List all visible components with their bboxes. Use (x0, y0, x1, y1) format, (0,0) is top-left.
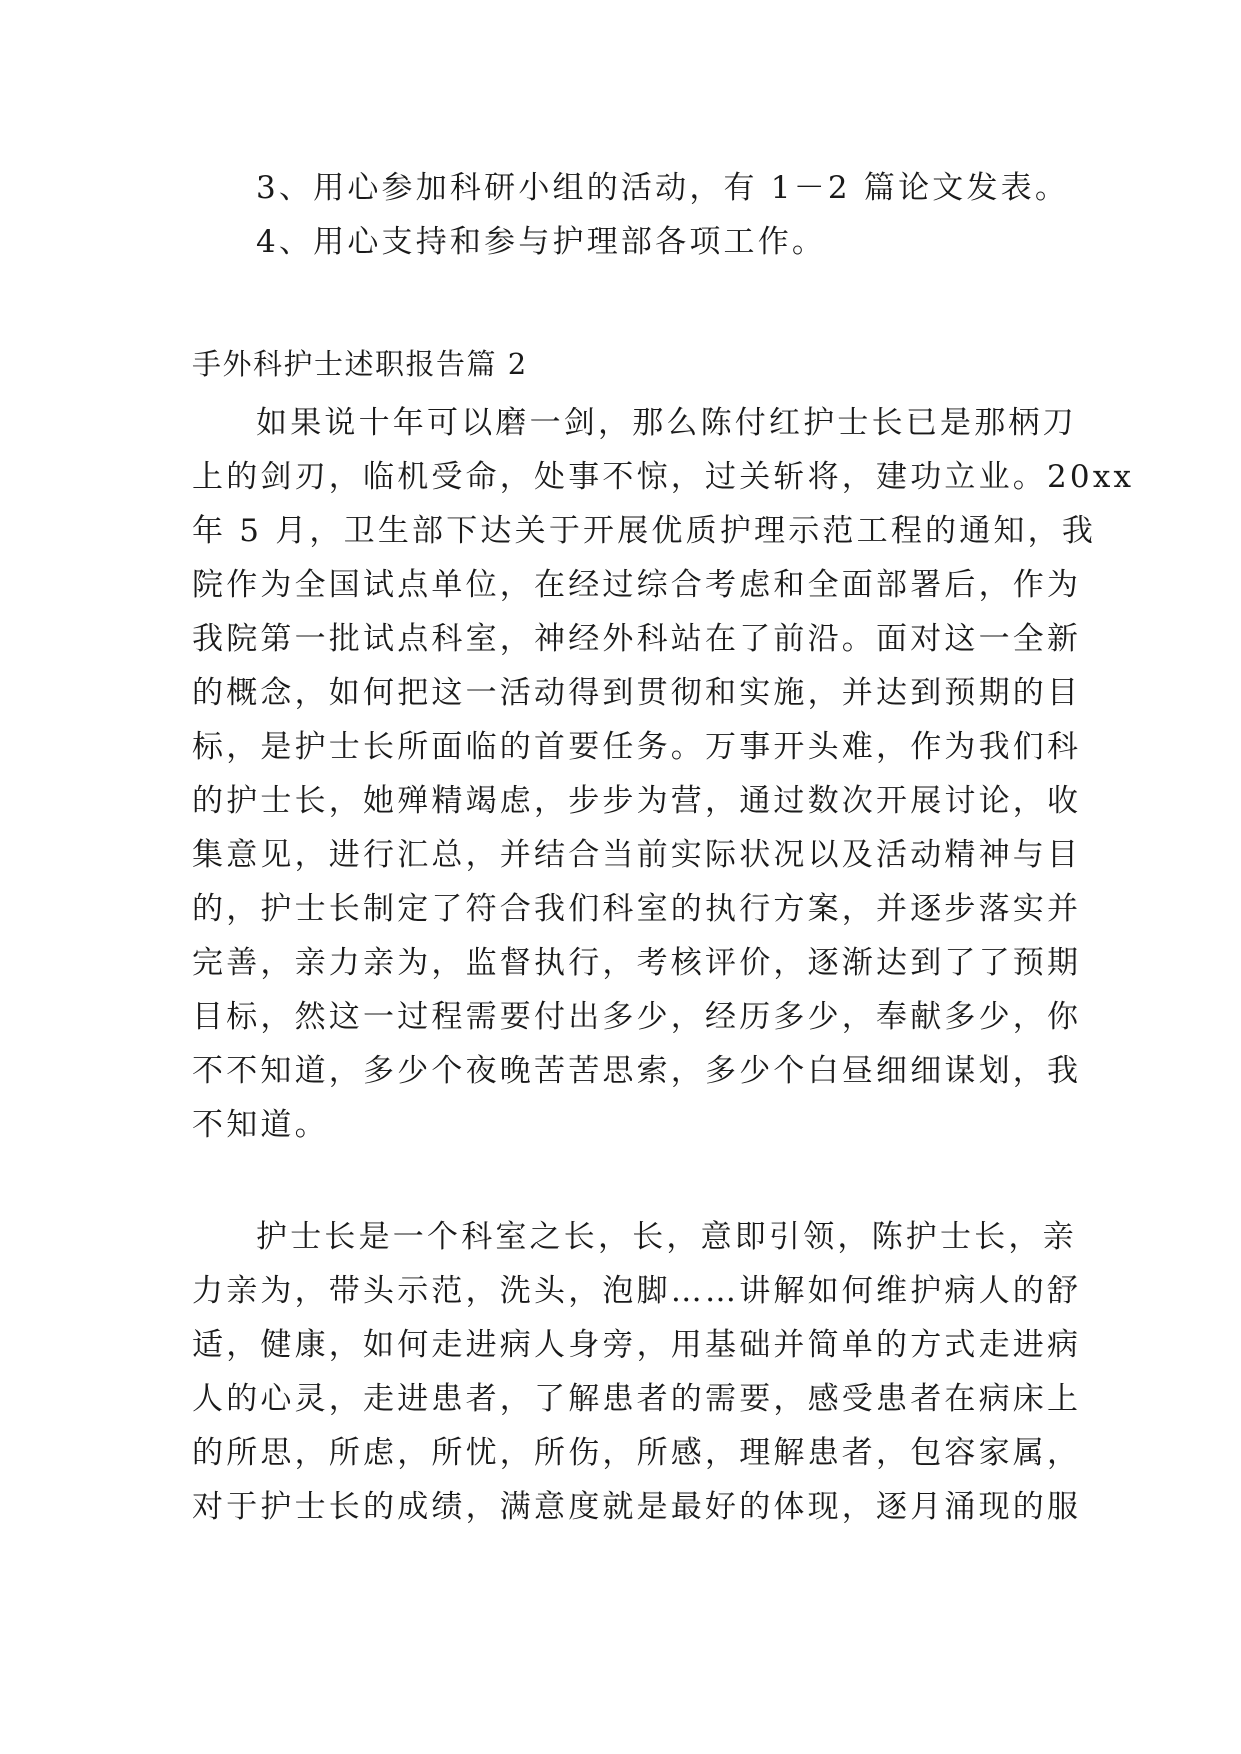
paragraph1-line: 的，护士长制定了符合我们科室的执行方案，并逐步落实并 (192, 891, 1082, 927)
paragraph1-line: 我院第一批试点科室，神经外科站在了前沿。面对这一全新 (192, 621, 1082, 657)
paragraph1-line: 如果说十年可以磨一剑，那么陈付红护士长已是那柄刀 (256, 405, 1077, 441)
paragraph1-line: 目标，然这一过程需要付出多少，经历多少，奉献多少，你 (192, 999, 1082, 1035)
paragraph2-line: 力亲为，带头示范，洗头，泡脚……讲解如何维护病人的舒 (192, 1273, 1082, 1309)
paragraph1-line: 集意见，进行汇总，并结合当前实际状况以及活动精神与目 (192, 837, 1082, 873)
list-item-3: 3、用心参加科研小组的活动，有 1－2 篇论文发表。 (256, 170, 1070, 206)
paragraph1-line: 年 5 月，卫生部下达关于开展优质护理示范工程的通知，我 (192, 513, 1097, 549)
section-title: 手外科护士述职报告篇 2 (192, 347, 528, 381)
paragraph1-line: 院作为全国试点单位，在经过综合考虑和全面部署后，作为 (192, 567, 1082, 603)
paragraph2-line: 对于护士长的成绩，满意度就是最好的体现，逐月涌现的服 (192, 1489, 1082, 1525)
paragraph1-line: 的护士长，她殚精竭虑，步步为营，通过数次开展讨论，收 (192, 783, 1082, 819)
paragraph1-line: 标，是护士长所面临的首要任务。万事开头难，作为我们科 (192, 729, 1082, 765)
paragraph1-line: 不不知道，多少个夜晚苦苦思索，多少个白昼细细谋划，我 (192, 1053, 1082, 1089)
paragraph2-line: 的所思，所虑，所忧，所伤，所感，理解患者，包容家属， (192, 1435, 1082, 1471)
paragraph1-line: 上的剑刃，临机受命，处事不惊，过关斩将，建功立业。20xx (192, 459, 1135, 495)
paragraph2-line: 适，健康，如何走进病人身旁，用基础并简单的方式走进病 (192, 1327, 1082, 1363)
paragraph2-line: 人的心灵，走进患者，了解患者的需要，感受患者在病床上 (192, 1381, 1082, 1417)
paragraph1-line: 完善，亲力亲为，监督执行，考核评价，逐渐达到了了预期 (192, 945, 1082, 981)
paragraph1-line: 不知道。 (192, 1107, 329, 1143)
paragraph1-line: 的概念，如何把这一活动得到贯彻和实施，并达到预期的目 (192, 675, 1082, 711)
paragraph2-line: 护士长是一个科室之长，长，意即引领，陈护士长，亲 (256, 1219, 1077, 1255)
list-item-4: 4、用心支持和参与护理部各项工作。 (256, 224, 827, 260)
